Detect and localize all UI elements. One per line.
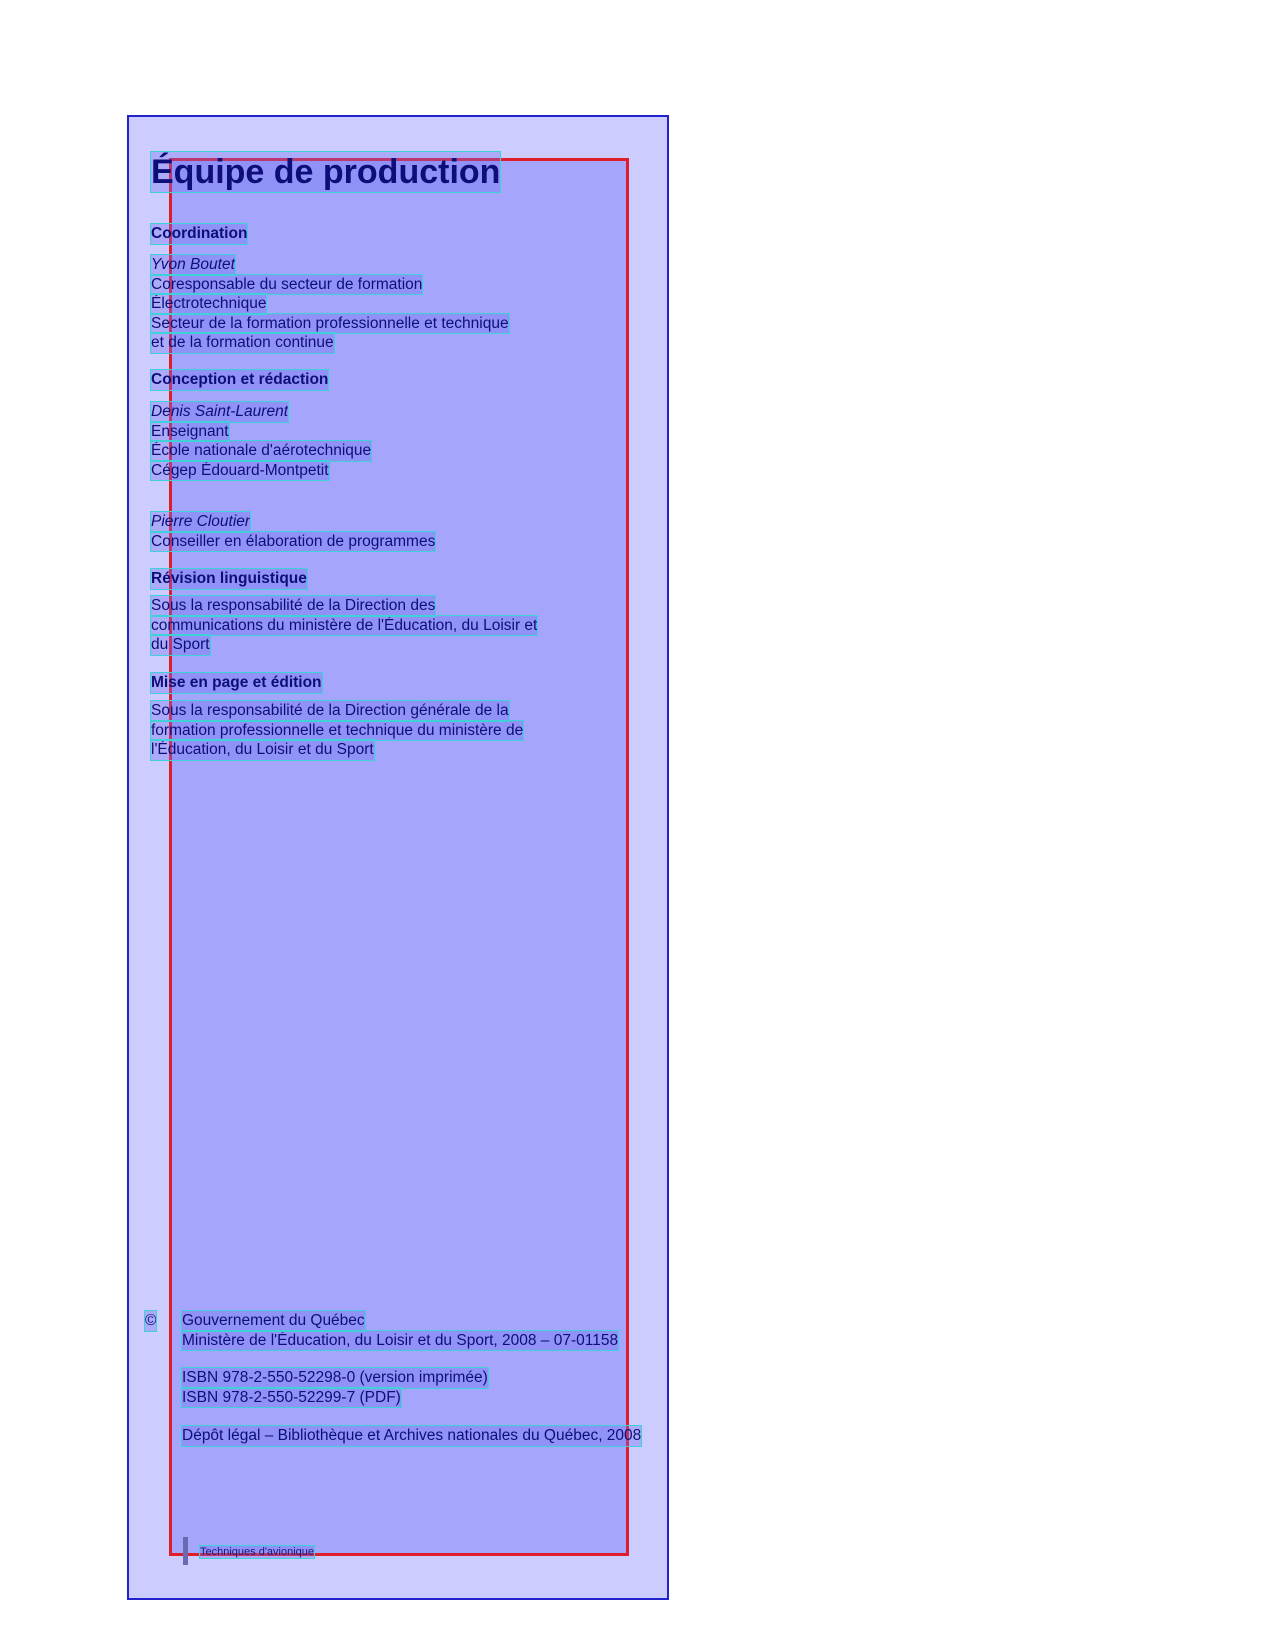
section-heading-coordination: Coordination [151,225,248,242]
mise-en-page-block [151,701,523,760]
page-title: Équipe de production [151,153,501,191]
copyright-symbol: © [145,1312,157,1329]
isbn-block [182,1368,488,1407]
coordination-name: Yvon Boutet [151,256,235,273]
mise-en-page-line: formation professionnelle et technique du ministère de [151,721,524,739]
conception-block-1 [151,402,371,480]
coordination-line: Coresponsable du secteur de formation [151,275,423,293]
conception-line: Conseiller en élaboration de programmes [151,532,436,550]
footer-text: Techniques d'avionique [200,1546,315,1558]
copyright-block [182,1311,618,1350]
depot-legal: Dépôt légal – Bibliothèque et Archives nationales du Québec, 2008 [182,1427,642,1444]
coordination-line: Secteur de la formation professionnelle et technique [151,314,509,332]
coordination-line: Électrotechnique [151,295,267,312]
conception-block-2 [151,512,435,551]
isbn-line: ISBN 978-2-550-52298-0 (version imprimée) [182,1369,488,1386]
mise-en-page-line: l'Éducation, du Loisir et du Sport [151,741,374,758]
revision-line: du Sport [151,636,210,653]
revision-line: Sous la responsabilité de la Direction des [151,597,436,614]
conception-line: Cégep Édouard-Montpetit [151,461,329,479]
revision-block [151,596,537,655]
coordination-block [151,255,509,353]
conception-line: Enseignant [151,422,229,440]
isbn-line: ISBN 978-2-550-52299-7 (PDF) [182,1388,401,1406]
revision-line: communications du ministère de l'Éducation, du Loisir et [151,616,538,634]
section-heading-conception: Conception et rédaction [151,371,329,388]
coordination-line: et de la formation continue [151,334,334,351]
copyright-line: Gouvernement du Québec [182,1312,365,1329]
conception-name-2: Pierre Cloutier [151,513,251,530]
conception-name-1: Denis Saint-Laurent [151,403,288,420]
conception-line: École nationale d'aérotechnique [151,442,372,459]
section-heading-mise-en-page: Mise en page et édition [151,674,322,691]
section-heading-revision: Révision linguistique [151,570,307,587]
mise-en-page-line: Sous la responsabilité de la Direction générale de la [151,702,509,719]
copyright-line: Ministère de l'Éducation, du Loisir et du Sport, 2008 – 07-01158 [182,1331,619,1349]
footer-bar [183,1537,188,1565]
